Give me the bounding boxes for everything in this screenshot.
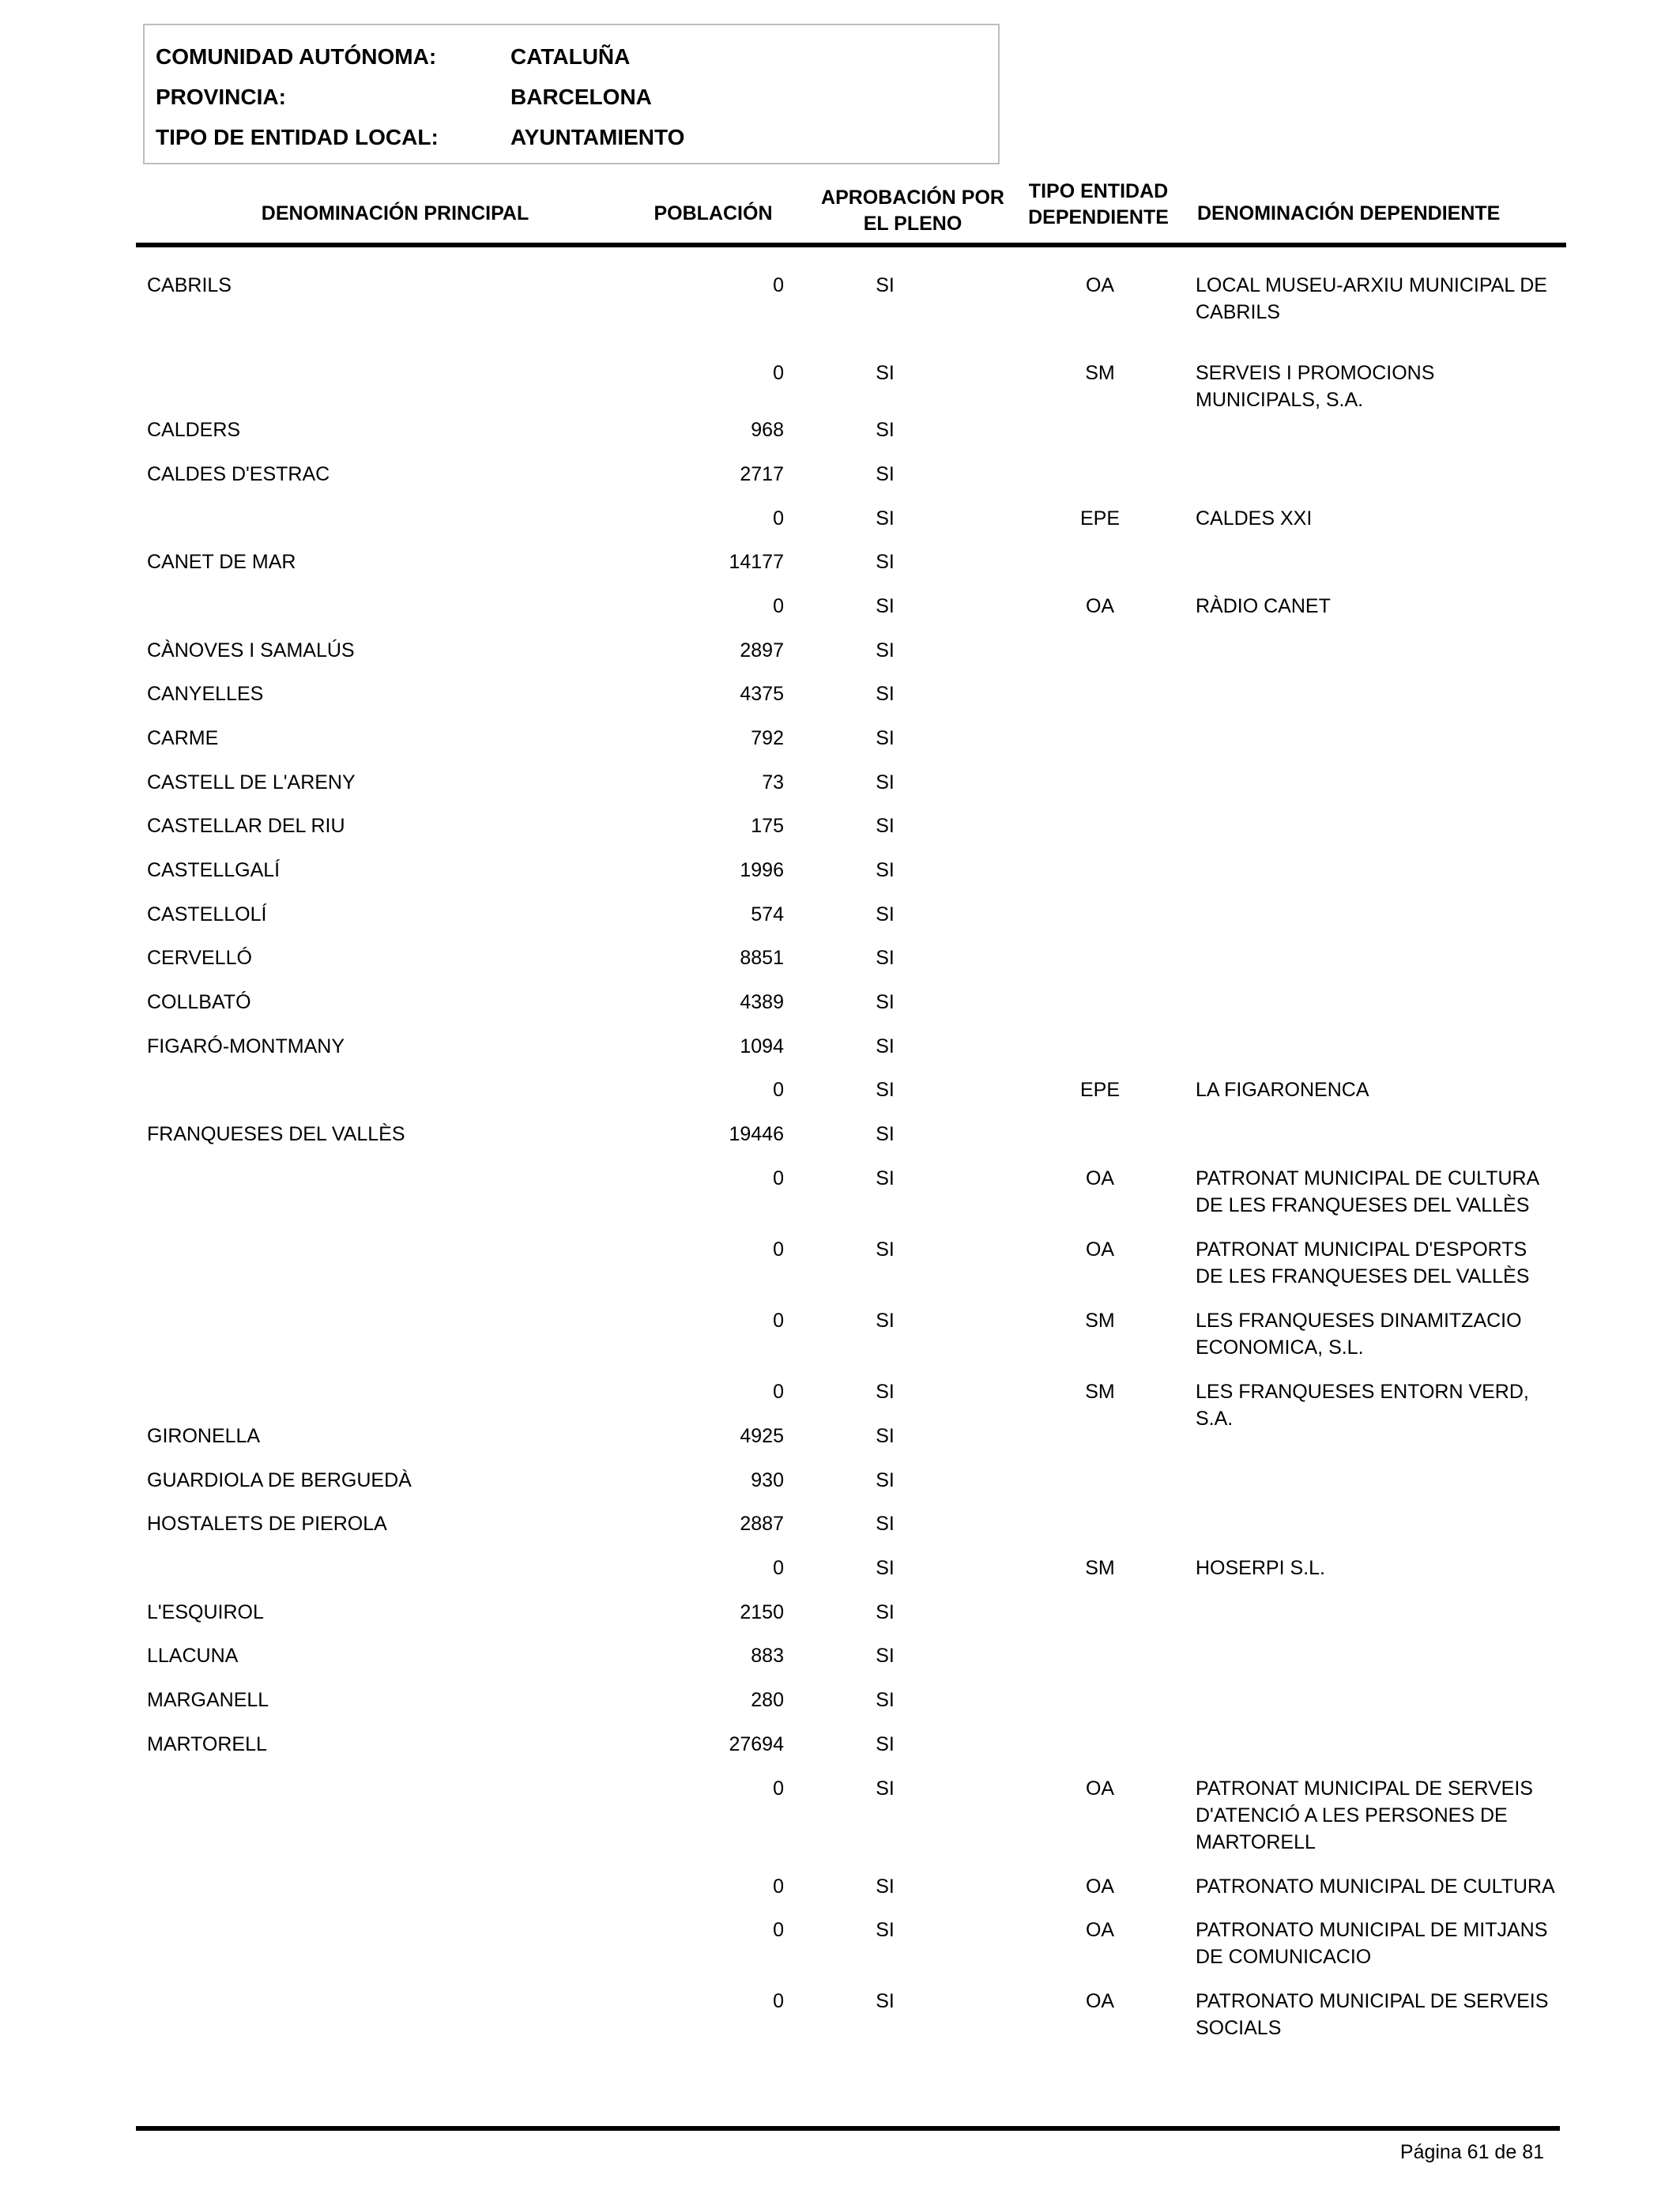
poblacion-value: 2150: [740, 1601, 784, 1623]
poblacion-value: 8851: [740, 947, 784, 969]
tipo-entidad-value: SM: [1085, 1381, 1115, 1403]
denominacion-dependiente-value: RÀDIO CANET: [1196, 595, 1331, 617]
denominacion-dependiente-value: PATRONAT MUNICIPAL DE CULTURA DE LES FRANQUESES DEL VALLÈS: [1196, 1167, 1539, 1216]
poblacion-value: 280: [751, 1689, 784, 1711]
header-tipo-entidad: [1019, 179, 1177, 231]
municipio-name: CALDERS: [147, 419, 241, 441]
poblacion-value: 14177: [729, 551, 784, 573]
poblacion-value: 4389: [740, 991, 784, 1013]
header-aprobacion-line2: EL PLENO: [863, 213, 962, 235]
poblacion-value: 0: [773, 362, 784, 384]
poblacion-value: 0: [773, 274, 784, 296]
page-number: Página 61 de 81: [1399, 2141, 1544, 2163]
tipo-entidad-value: AYUNTAMIENTO: [510, 125, 685, 149]
poblacion-value: 0: [773, 1238, 784, 1261]
poblacion-value: 930: [751, 1469, 784, 1491]
tipo-entidad-value: SM: [1085, 362, 1115, 384]
aprobacion-value: SI: [876, 551, 895, 573]
tipo-entidad-value: SM: [1085, 1557, 1115, 1579]
aprobacion-value: SI: [876, 859, 895, 881]
tipo-entidad-value: OA: [1085, 1167, 1115, 1189]
comunidad-label: COMUNIDAD AUTÓNOMA:: [156, 44, 437, 69]
municipio-name: FRANQUESES DEL VALLÈS: [147, 1123, 405, 1145]
aprobacion-value: SI: [876, 639, 895, 662]
aprobacion-value: SI: [876, 1425, 895, 1447]
aprobacion-value: SI: [876, 362, 895, 384]
aprobacion-value: SI: [876, 1645, 895, 1667]
poblacion-value: 0: [773, 507, 784, 530]
denominacion-dependiente-value: LA FIGARONENCA: [1196, 1079, 1369, 1101]
tipo-entidad-value: OA: [1085, 1777, 1115, 1800]
denominacion-dependiente-value: PATRONAT MUNICIPAL D'ESPORTS DE LES FRANQUESES DEL VALLÈS: [1196, 1238, 1530, 1287]
tipo-entidad-value: OA: [1085, 595, 1115, 617]
municipio-name: MARTORELL: [147, 1733, 267, 1755]
aprobacion-value: SI: [876, 463, 895, 485]
denominacion-dependiente-value: PATRONAT MUNICIPAL DE SERVEIS D'ATENCIÓ A LES PERSONES DE MARTORELL: [1196, 1777, 1533, 1853]
poblacion-value: 0: [773, 1381, 784, 1403]
denominacion-dependiente-value: PATRONATO MUNICIPAL DE CULTURA: [1196, 1875, 1555, 1898]
aprobacion-value: SI: [876, 991, 895, 1013]
aprobacion-value: SI: [876, 1079, 895, 1101]
aprobacion-value: SI: [876, 1513, 895, 1535]
poblacion-value: 0: [773, 1919, 784, 1941]
aprobacion-value: SI: [876, 1469, 895, 1491]
aprobacion-value: SI: [876, 274, 895, 296]
municipio-name: COLLBATÓ: [147, 991, 251, 1013]
denominacion-dependiente-value: LES FRANQUESES DINAMITZACIO ECONOMICA, S.L.: [1196, 1310, 1522, 1359]
aprobacion-value: SI: [876, 1310, 895, 1332]
poblacion-value: 968: [751, 419, 784, 441]
municipio-name: CASTELLGALÍ: [147, 859, 281, 881]
tipo-entidad-value: EPE: [1079, 507, 1121, 530]
poblacion-value: 2887: [740, 1513, 784, 1535]
municipio-name: LLACUNA: [147, 1645, 239, 1667]
aprobacion-value: SI: [876, 1733, 895, 1755]
poblacion-value: 0: [773, 1777, 784, 1800]
aprobacion-value: SI: [876, 1167, 895, 1189]
header-aprobacion: [806, 185, 1019, 237]
municipio-name: GUARDIOLA DE BERGUEDÀ: [147, 1469, 412, 1491]
aprobacion-value: SI: [876, 1238, 895, 1261]
aprobacion-value: SI: [876, 947, 895, 969]
denominacion-dependiente-value: HOSERPI S.L.: [1196, 1557, 1325, 1579]
poblacion-value: 0: [773, 1167, 784, 1189]
aprobacion-value: SI: [876, 1875, 895, 1898]
municipio-name: CASTELLAR DEL RIU: [147, 815, 345, 837]
municipio-name: FIGARÓ-MONTMANY: [147, 1035, 345, 1057]
tipo-entidad-value: OA: [1085, 1919, 1115, 1941]
poblacion-value: 1094: [740, 1035, 784, 1057]
tipo-entidad-value: OA: [1085, 1875, 1115, 1898]
poblacion-value: 19446: [729, 1123, 784, 1145]
aprobacion-value: SI: [876, 507, 895, 530]
poblacion-value: 574: [751, 903, 784, 925]
aprobacion-value: SI: [876, 903, 895, 925]
aprobacion-value: SI: [876, 771, 895, 794]
header-denominacion-principal: DENOMINACIÓN PRINCIPAL: [261, 202, 529, 224]
poblacion-value: 4925: [740, 1425, 784, 1447]
municipio-name: HOSTALETS DE PIEROLA: [147, 1513, 387, 1535]
header-aprobacion-line1: APROBACIÓN POR: [821, 187, 1004, 209]
poblacion-value: 4375: [740, 683, 784, 705]
poblacion-value: 0: [773, 1875, 784, 1898]
aprobacion-value: SI: [876, 419, 895, 441]
header-tipo-line2: DEPENDIENTE: [1028, 206, 1169, 228]
provincia-value: BARCELONA: [510, 85, 652, 109]
aprobacion-value: SI: [876, 683, 895, 705]
header-rule: [136, 243, 1566, 247]
municipio-name: CANET DE MAR: [147, 551, 296, 573]
poblacion-value: 0: [773, 1557, 784, 1579]
aprobacion-value: SI: [876, 815, 895, 837]
poblacion-value: 175: [751, 815, 784, 837]
municipio-name: CASTELL DE L'ARENY: [147, 771, 356, 794]
aprobacion-value: SI: [876, 1035, 895, 1057]
municipio-name: CARME: [147, 727, 219, 749]
poblacion-value: 0: [773, 1990, 784, 2012]
aprobacion-value: SI: [876, 1777, 895, 1800]
tipo-entidad-value: SM: [1085, 1310, 1115, 1332]
aprobacion-value: SI: [876, 1689, 895, 1711]
municipio-name: CALDES D'ESTRAC: [147, 463, 330, 485]
municipio-name: CASTELLOLÍ: [147, 903, 267, 925]
denominacion-dependiente-value: CALDES XXI: [1196, 507, 1313, 530]
municipio-name: GIRONELLA: [147, 1425, 261, 1447]
tipo-entidad-value: EPE: [1079, 1079, 1121, 1101]
header-poblacion: POBLACIÓN: [654, 202, 773, 224]
denominacion-dependiente-value: PATRONATO MUNICIPAL DE SERVEIS SOCIALS: [1196, 1990, 1549, 2039]
aprobacion-value: SI: [876, 1123, 895, 1145]
poblacion-value: 1996: [740, 859, 784, 881]
poblacion-value: 27694: [729, 1733, 784, 1755]
header-denominacion-dependiente: DENOMINACIÓN DEPENDIENTE: [1197, 202, 1501, 224]
poblacion-value: 0: [773, 1079, 784, 1101]
denominacion-dependiente-value: LES FRANQUESES ENTORN VERD, S.A.: [1196, 1381, 1529, 1430]
poblacion-value: 792: [751, 727, 784, 749]
poblacion-value: 2897: [740, 639, 784, 662]
municipio-name: CÀNOVES I SAMALÚS: [147, 639, 355, 662]
aprobacion-value: SI: [876, 1557, 895, 1579]
municipio-name: CERVELLÓ: [147, 947, 252, 969]
tipo-entidad-label: TIPO DE ENTIDAD LOCAL:: [156, 125, 439, 149]
poblacion-value: 0: [773, 1310, 784, 1332]
tipo-entidad-value: OA: [1085, 1238, 1115, 1261]
aprobacion-value: SI: [876, 1919, 895, 1941]
entity-info-box: [143, 24, 1000, 164]
poblacion-value: 883: [751, 1645, 784, 1667]
aprobacion-value: SI: [876, 1990, 895, 2012]
aprobacion-value: SI: [876, 1381, 895, 1403]
poblacion-value: 2717: [740, 463, 784, 485]
denominacion-dependiente-value: PATRONATO MUNICIPAL DE MITJANS DE COMUNICACIO: [1196, 1919, 1548, 1968]
provincia-label: PROVINCIA:: [156, 85, 286, 109]
tipo-entidad-value: OA: [1085, 1990, 1115, 2012]
municipio-name: CABRILS: [147, 274, 232, 296]
poblacion-value: 73: [762, 771, 784, 794]
denominacion-dependiente-value: LOCAL MUSEU-ARXIU MUNICIPAL DE CABRILS: [1196, 274, 1547, 323]
municipio-name: MARGANELL: [147, 1689, 269, 1711]
aprobacion-value: SI: [876, 727, 895, 749]
comunidad-value: CATALUÑA: [510, 44, 631, 69]
aprobacion-value: SI: [876, 1601, 895, 1623]
municipio-name: L'ESQUIROL: [147, 1601, 264, 1623]
denominacion-dependiente-value: SERVEIS I PROMOCIONS MUNICIPALS, S.A.: [1196, 362, 1435, 411]
tipo-entidad-value: OA: [1085, 274, 1115, 296]
header-tipo-line1: TIPO ENTIDAD: [1028, 180, 1169, 202]
municipio-name: CANYELLES: [147, 683, 264, 705]
aprobacion-value: SI: [876, 595, 895, 617]
poblacion-value: 0: [773, 595, 784, 617]
footer-rule: [136, 2126, 1560, 2131]
